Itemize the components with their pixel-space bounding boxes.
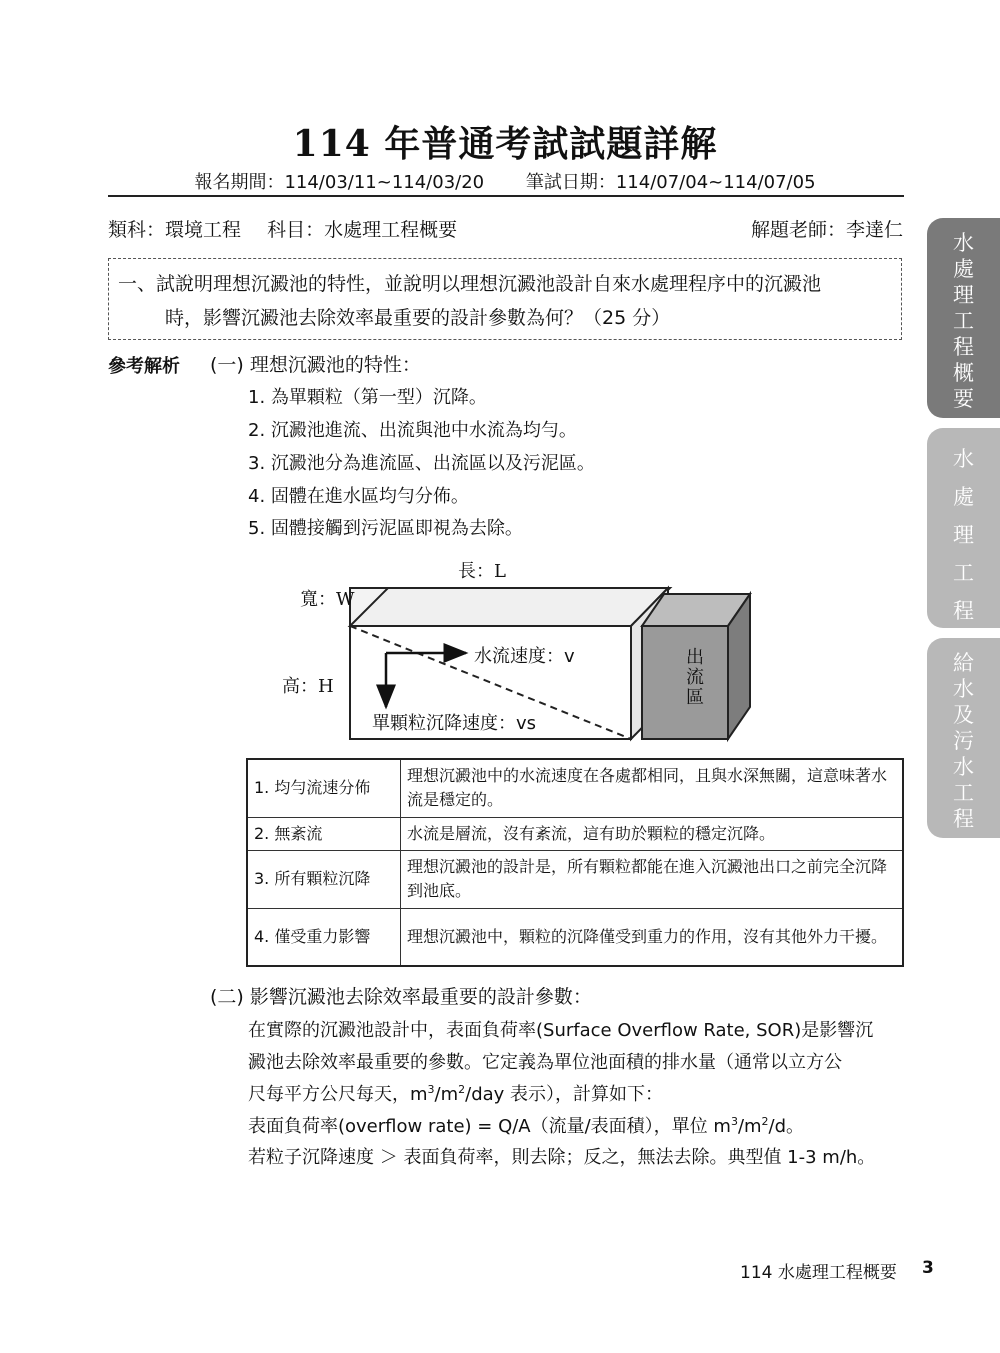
footer-text: 114 水處理工程概要 (740, 1263, 897, 1283)
unit-text: /day 表示），計算如下： (465, 1084, 664, 1105)
tank-top (350, 588, 668, 626)
category-subject (108, 215, 457, 242)
paragraph-line: 若粒子沉降速度 ＞ 表面負荷率，則去除；反之，無法去除。典型值 1-3 m/h。 (248, 1147, 876, 1168)
list-item: 5. 固體接觸到污泥區即視為去除。 (248, 518, 523, 539)
paragraph-line (248, 1112, 908, 1138)
property-name: 3. 所有顆粒沉降 (247, 850, 401, 908)
question-line-1: 一、試說明理想沉澱池的特性，並說明以理想沉澱池設計自來水處理程序中的沉澱池 (118, 273, 822, 295)
list-item: 1. 為單顆粒（第一型）沉降。 (248, 387, 487, 408)
ideal-basin-properties-table (246, 758, 904, 967)
table-row (247, 759, 903, 817)
paragraph-line: 澱池去除效率最重要的參數。它定義為單位池面積的排水量（通常以立方公 (248, 1052, 842, 1073)
property-description: 水流是層流，沒有紊流，這有助於顆粒的穩定沉降。 (401, 817, 904, 850)
unit-text: /m (434, 1084, 459, 1105)
solution-label: 參考解析 (108, 356, 180, 377)
outlet-zone-label: 出流區 (686, 647, 704, 708)
superscript: 3 (427, 1083, 435, 1096)
side-tab-water-treatment[interactable] (927, 428, 1000, 628)
property-description: 理想沉澱池的設計是，所有顆粒都能在進入沉澱池出口之前完全沉降到池底。 (401, 850, 904, 908)
list-item: 4. 固體在進水區均勻分佈。 (248, 486, 469, 507)
side-tab-label: 水處理工程概要 (953, 231, 974, 411)
part2-heading: (二) 影響沉澱池去除效率最重要的設計參數： (210, 986, 592, 1008)
exam-dates (0, 168, 1000, 194)
superscript: 2 (761, 1115, 769, 1128)
part1-heading: (一) 理想沉澱池的特性： (210, 354, 421, 376)
table-row (247, 817, 903, 850)
table-row (247, 850, 903, 908)
teacher: 解題老師：李達仁 (750, 219, 903, 241)
property-description: 理想沉澱池中，顆粒的沉降僅受到重力的作用，沒有其他外力干擾。 (401, 908, 904, 966)
flow-velocity-label: 水流速度：v (474, 646, 575, 667)
side-tab-label: 水處理工程 (953, 447, 974, 623)
unit-text: /d。 (768, 1116, 805, 1137)
height-label: 高：H (282, 676, 334, 697)
side-tab-water-supply-sewage[interactable] (927, 638, 1000, 838)
unit-text: 尺每平方公尺每天，m (248, 1084, 428, 1105)
page-number: 3 (922, 1258, 934, 1278)
category: 類科：環境工程 (108, 219, 242, 241)
header-rule (108, 195, 904, 197)
length-label: 長：L (458, 561, 506, 582)
superscript: 3 (730, 1115, 738, 1128)
superscript: 2 (458, 1083, 466, 1096)
list-item: 2. 沉澱池進流、出流與池中水流為均勻。 (248, 420, 577, 441)
width-label: 寬：W (300, 589, 355, 610)
paragraph-line (248, 1080, 908, 1106)
settling-velocity-label: 單顆粒沉降速度：vs (372, 713, 537, 734)
formula-text: 表面負荷率(overflow rate) = Q/A（流量/表面積），單位 m (248, 1116, 731, 1137)
unit-text: /m (737, 1116, 762, 1137)
paragraph-line: 在實際的沉澱池設計中，表面負荷率(Surface Overflow Rate, SOR)是影響沉 (248, 1020, 874, 1041)
exam-date: 筆試日期：114/07/04~114/07/05 (525, 172, 816, 193)
registration-period: 報名期間：114/03/11~114/03/20 (194, 172, 485, 193)
table-row (247, 908, 903, 966)
property-name: 2. 無紊流 (247, 817, 401, 850)
question-line-2: 時，影響沉澱池去除效率最重要的設計參數為何？（25 分） (165, 307, 671, 329)
property-name: 1. 均勻流速分佈 (247, 759, 401, 817)
property-name: 4. 僅受重力影響 (247, 908, 401, 966)
side-tab-label: 給水及污水工程 (953, 651, 974, 831)
page-title: 114 年普通考試試題詳解 (292, 123, 718, 165)
property-description: 理想沉澱池中的水流速度在各處都相同，且與水深無關，這意味著水流是穩定的。 (401, 759, 904, 817)
subject: 科目：水處理工程概要 (267, 219, 458, 241)
list-item: 3. 沉澱池分為進流區、出流區以及污泥區。 (248, 453, 595, 474)
side-tab-water-treatment-overview[interactable] (927, 218, 1000, 418)
